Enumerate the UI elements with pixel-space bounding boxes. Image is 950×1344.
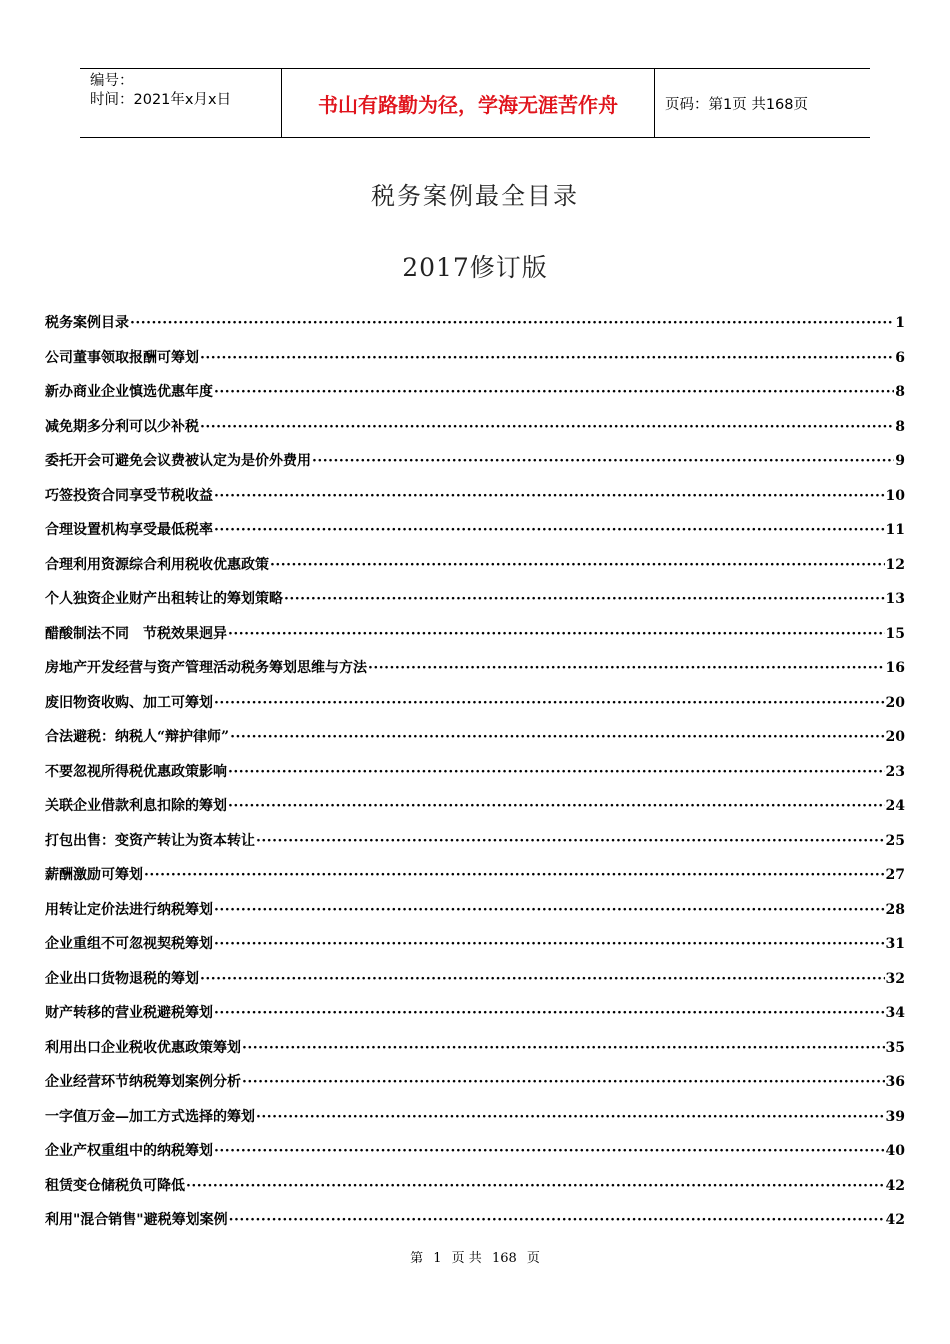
toc-leader-dots: [228, 626, 885, 642]
toc-entry-label: 减免期多分利可以少补税: [45, 418, 199, 435]
toc-entry-page: 25: [885, 832, 905, 849]
toc-leader-dots: [312, 453, 894, 469]
number-label: 编号：: [90, 73, 134, 89]
toc-entry-page: 15: [885, 625, 905, 642]
toc-entry-label: 打包出售：变资产转让为资本转让: [45, 832, 255, 849]
toc-leader-dots: [186, 1178, 885, 1194]
page-footer: [0, 1247, 950, 1266]
toc-leader-dots: [284, 591, 885, 607]
header-meta: [80, 69, 281, 137]
toc-entry-page: 9: [895, 453, 905, 469]
toc-entry-label: 利用出口企业税收优惠政策筹划: [45, 1039, 241, 1056]
toc-entry-label: 利用"混合销售"避税筹划案例: [45, 1212, 228, 1228]
toc-entry-label: 一字值万金—加工方式选择的筹划: [45, 1108, 255, 1125]
footer-current-page: 1: [433, 1251, 442, 1266]
toc-leader-dots: [214, 936, 885, 952]
toc-entry-label: 醋酸制法不同 节税效果迥异: [45, 625, 227, 642]
toc-entry-label: 用转让定价法进行纳税筹划: [45, 901, 213, 918]
toc-leader-dots: [256, 833, 885, 849]
toc-entry-label: 巧签投资合同享受节税收益: [45, 487, 213, 504]
toc-entry[interactable]: [45, 623, 905, 658]
toc-entry-label: 新办商业企业慎选优惠年度: [45, 384, 213, 400]
toc-entry[interactable]: [45, 1106, 905, 1141]
toc-entry-label: 公司董事领取报酬可筹划: [45, 349, 199, 366]
toc-entry-page: 6: [895, 349, 905, 366]
document-title: 税务案例最全目录: [371, 182, 579, 210]
toc-leader-dots: [214, 902, 885, 918]
toc-entry[interactable]: [45, 968, 905, 1003]
toc-entry-label: 企业产权重组中的纳税筹划: [45, 1143, 213, 1159]
header-page-info: 页码：第1页 共168页: [665, 96, 809, 113]
toc-leader-dots: [256, 1109, 885, 1125]
toc-leader-dots: [200, 350, 894, 366]
toc-entry[interactable]: [45, 657, 905, 692]
toc-entry-page: 16: [885, 660, 905, 676]
toc-entry-page: 28: [885, 901, 905, 918]
toc-entry[interactable]: [45, 519, 905, 554]
toc-entry-page: 34: [885, 1005, 905, 1021]
toc-entry[interactable]: [45, 588, 905, 623]
toc-entry[interactable]: [45, 864, 905, 899]
toc-entry-label: 税务案例目录: [45, 315, 129, 331]
toc-entry-label: 废旧物资收购、加工可筹划: [45, 694, 213, 711]
toc-entry-label: 委托开会可避免会议费被认定为是价外费用: [45, 453, 311, 469]
toc-entry-label: 房地产开发经营与资产管理活动税务筹划思维与方法: [45, 660, 367, 676]
toc-entry-label: 合理利用资源综合利用税收优惠政策: [45, 556, 269, 573]
toc-entry-label: 个人独资企业财产出租转让的筹划策略: [45, 591, 283, 607]
toc-entry[interactable]: [45, 1071, 905, 1106]
toc-entry-label: 关联企业借款利息扣除的筹划: [45, 798, 227, 814]
toc-leader-dots: [228, 764, 885, 780]
toc-entry-page: 39: [885, 1108, 905, 1125]
toc-entry[interactable]: [45, 830, 905, 865]
header-motto: 书山有路勤为径，学海无涯苦作舟: [281, 69, 655, 137]
toc-entry[interactable]: [45, 726, 905, 761]
toc-entry-page: 11: [885, 522, 905, 538]
toc-entry-page: 35: [885, 1039, 905, 1056]
toc-entry-label: 企业重组不可忽视契税筹划: [45, 936, 213, 952]
table-of-contents: [45, 312, 905, 1244]
toc-leader-dots: [214, 1005, 885, 1021]
toc-entry-page: 42: [885, 1212, 905, 1228]
toc-entry-page: 8: [895, 418, 905, 435]
toc-leader-dots: [214, 1143, 885, 1159]
toc-entry-label: 财产转移的营业税避税筹划: [45, 1005, 213, 1021]
toc-entry[interactable]: [45, 1209, 905, 1244]
toc-entry-page: 8: [895, 384, 905, 400]
toc-entry[interactable]: [45, 761, 905, 796]
toc-entry[interactable]: [45, 347, 905, 382]
toc-entry-page: 1: [895, 315, 905, 331]
toc-leader-dots: [270, 557, 885, 573]
toc-entry-page: 23: [885, 763, 905, 780]
toc-entry-page: 20: [885, 694, 905, 711]
toc-leader-dots: [200, 419, 894, 435]
footer-suffix: 页: [526, 1251, 540, 1266]
footer-middle: 页 共: [451, 1251, 482, 1266]
toc-leader-dots: [144, 867, 885, 883]
toc-entry-label: 薪酬激励可筹划: [45, 867, 143, 883]
toc-entry-page: 13: [885, 591, 905, 607]
toc-entry[interactable]: [45, 1002, 905, 1037]
toc-entry[interactable]: [45, 312, 905, 347]
toc-leader-dots: [130, 315, 894, 331]
toc-entry-page: 32: [885, 970, 905, 987]
toc-entry[interactable]: [45, 450, 905, 485]
toc-entry[interactable]: [45, 692, 905, 727]
toc-leader-dots: [229, 1212, 885, 1228]
toc-leader-dots: [242, 1074, 885, 1090]
toc-leader-dots: [214, 522, 885, 538]
toc-entry-label: 合理设置机构享受最低税率: [45, 522, 213, 538]
toc-leader-dots: [214, 695, 885, 711]
toc-entry-page: 24: [885, 798, 905, 814]
toc-entry[interactable]: [45, 795, 905, 830]
toc-entry-page: 20: [885, 729, 905, 745]
toc-leader-dots: [242, 1040, 885, 1056]
document-subtitle: 2017修订版: [402, 253, 548, 282]
toc-entry[interactable]: [45, 1037, 905, 1072]
toc-entry-page: 27: [885, 867, 905, 883]
toc-entry-label: 企业出口货物退税的筹划: [45, 970, 199, 987]
toc-entry[interactable]: [45, 416, 905, 451]
toc-entry-label: 合法避税：纳税人“辩护律师”: [45, 729, 230, 745]
toc-entry[interactable]: [45, 1140, 905, 1175]
toc-entry[interactable]: [45, 554, 905, 589]
toc-entry-page: 42: [885, 1177, 905, 1194]
toc-entry[interactable]: [45, 1175, 905, 1210]
toc-entry[interactable]: [45, 899, 905, 934]
toc-entry-page: 10: [885, 487, 905, 504]
toc-entry-label: 企业经营环节纳税筹划案例分析: [45, 1074, 241, 1090]
toc-leader-dots: [214, 384, 894, 400]
toc-leader-dots: [228, 798, 885, 814]
toc-entry-page: 31: [885, 936, 905, 952]
toc-entry-page: 40: [885, 1143, 905, 1159]
toc-entry[interactable]: [45, 381, 905, 416]
toc-leader-dots: [230, 729, 884, 745]
toc-entry-label: 租赁变仓储税负可降低: [45, 1177, 185, 1194]
toc-leader-dots: [368, 660, 885, 676]
toc-entry[interactable]: [45, 485, 905, 520]
time-label: 时间：2021年x月x日: [90, 92, 232, 108]
page-header: [80, 68, 870, 138]
footer-total-pages: 168: [491, 1251, 517, 1266]
footer-prefix: 第: [410, 1251, 424, 1266]
toc-leader-dots: [214, 488, 885, 504]
toc-leader-dots: [200, 971, 885, 987]
toc-entry-page: 36: [885, 1074, 905, 1090]
toc-entry-page: 12: [885, 556, 905, 573]
toc-entry-label: 不要忽视所得税优惠政策影响: [45, 763, 227, 780]
toc-entry[interactable]: [45, 933, 905, 968]
